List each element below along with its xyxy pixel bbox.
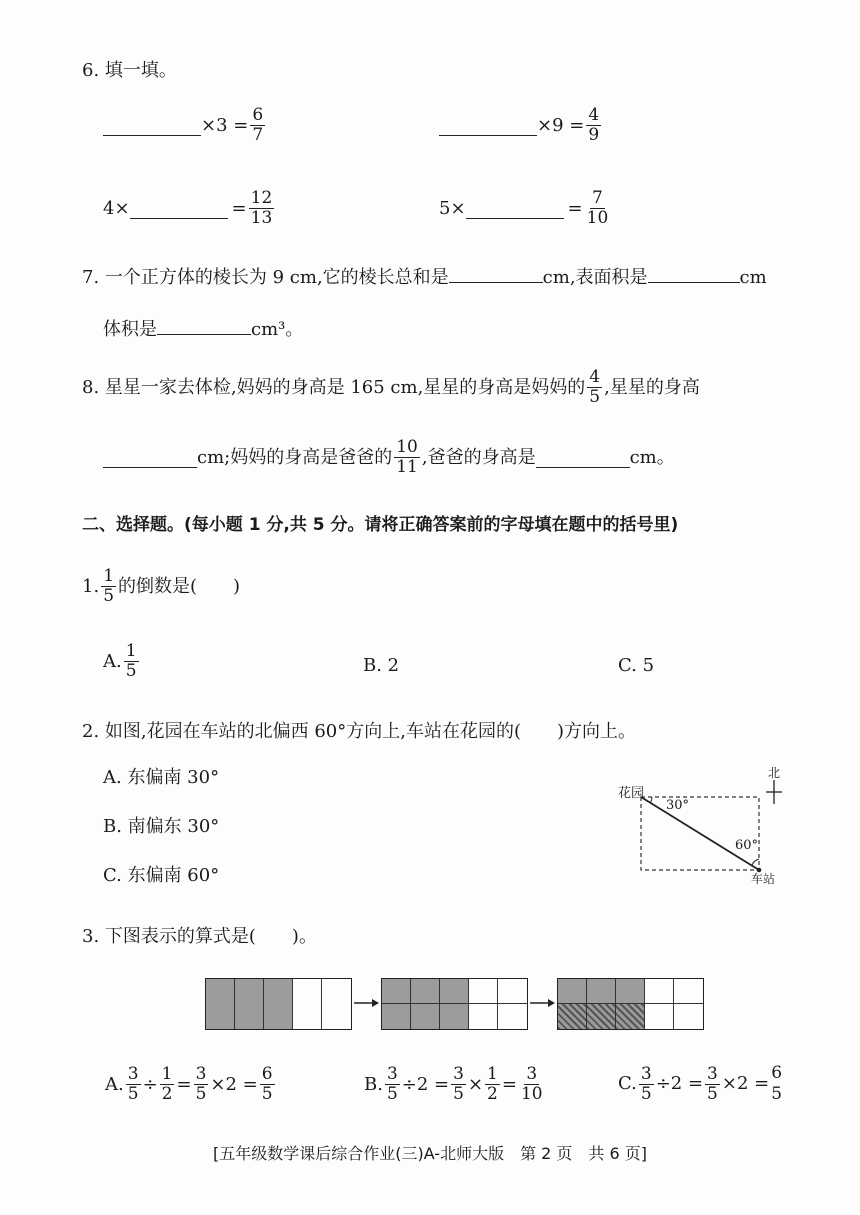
q6-equation-4 <box>439 189 612 228</box>
grid-cell <box>645 1004 674 1029</box>
operator: ×2 = <box>210 1073 258 1095</box>
operator: 5× <box>439 197 466 219</box>
grid-cell <box>498 1004 527 1029</box>
answer-blank[interactable] <box>103 447 197 468</box>
q6-equation-2 <box>439 106 603 145</box>
fraction: $\frac{1}{5}$ <box>125 641 137 681</box>
operator: ÷2 = <box>655 1073 704 1094</box>
operator: ÷2 = <box>401 1073 450 1095</box>
equals: = <box>231 197 247 219</box>
option-label: A. <box>105 1073 124 1095</box>
grid-cell <box>674 979 703 1004</box>
q7-line-1 <box>82 262 767 290</box>
grid-cell <box>382 1004 411 1029</box>
fraction: $\frac{3}{5}$ <box>640 1063 652 1104</box>
fraction-grid-1 <box>205 978 352 1030</box>
question-text: 的倒数是( ) <box>118 575 241 597</box>
grid-cell <box>206 979 235 1029</box>
grid-cell-hatched <box>616 1004 645 1029</box>
route-line <box>641 797 759 870</box>
fraction-grid-2 <box>381 978 528 1030</box>
choice-3-option-a[interactable] <box>105 1065 277 1104</box>
answer-blank[interactable] <box>648 262 740 283</box>
choice-1-question <box>82 567 240 606</box>
arrow-icon <box>352 996 380 1010</box>
fraction: $\frac{1}{5}$ <box>103 566 115 606</box>
angle-arc-60 <box>752 859 759 865</box>
q7-unit: cm³。 <box>251 319 304 340</box>
fraction: $\frac{3}{5}$ <box>453 1064 464 1104</box>
grid-cell <box>235 979 264 1029</box>
q8-line-2 <box>103 438 675 477</box>
grid-cell <box>645 979 674 1004</box>
answer-blank[interactable] <box>439 115 537 136</box>
operator: = <box>501 1073 517 1095</box>
choice-2-option-b[interactable]: B. 南偏东 30° <box>103 816 220 837</box>
fraction: $\frac{4}{5}$ <box>589 367 601 407</box>
choice-1-option-a[interactable] <box>103 642 141 681</box>
q6-title: 6. 填一填。 <box>82 60 177 81</box>
choice-2-option-a[interactable]: A. 东偏南 30° <box>103 767 220 788</box>
operator: ×9 = <box>537 114 585 136</box>
q7-text: 7. 一个正方体的棱长为 9 cm,它的棱长总和是 <box>82 267 449 288</box>
grid-cell <box>469 1004 498 1029</box>
choice-2-question: 2. 如图,花园在车站的北偏西 60°方向上,车站在花园的( )方向上。 <box>82 721 637 742</box>
page-footer: [五年级数学课后综合作业(三)A-北师大版 第 2 页 共 6 页] <box>212 1144 648 1163</box>
q8-text: ,星星的身高 <box>604 376 700 398</box>
fraction: $\frac{10}{11}$ <box>396 437 418 477</box>
choice-2-option-c[interactable]: C. 东偏南 60° <box>103 865 220 886</box>
grid-cell <box>616 979 645 1004</box>
fraction: $\frac{3}{10}$ <box>520 1064 543 1104</box>
fraction: $\frac{3}{5}$ <box>386 1064 398 1104</box>
fraction: $\frac{4}{9}$ <box>588 105 600 145</box>
angle-label-60: 60° <box>735 838 759 853</box>
grid-cell-hatched <box>587 1004 616 1029</box>
answer-blank[interactable] <box>103 115 201 136</box>
q7-line-2 <box>103 314 303 342</box>
fraction: $\frac{3}{5}$ <box>195 1064 207 1104</box>
grid-cell <box>587 979 616 1004</box>
answer-blank[interactable] <box>130 198 228 219</box>
grid-cell <box>411 979 440 1004</box>
option-label: B. <box>364 1073 383 1095</box>
q6-equation-3 <box>103 189 276 228</box>
option-label: A. <box>103 650 122 672</box>
grid-cell <box>674 1004 703 1029</box>
q6-equation-1 <box>103 106 267 145</box>
q8-line-1 <box>82 368 700 407</box>
grid-cell-hatched <box>558 1004 587 1029</box>
operator: ×2 = <box>721 1073 770 1094</box>
choice-3-option-c[interactable] <box>618 1063 782 1105</box>
fraction-grid-3 <box>557 978 704 1030</box>
grid-cell <box>293 979 322 1029</box>
q8-text: ,爸爸的身高是 <box>421 446 536 468</box>
answer-blank[interactable] <box>157 314 251 335</box>
north-label: 北 <box>768 766 781 780</box>
fraction: $\frac{7}{10}$ <box>586 188 609 228</box>
grid-cell <box>469 979 498 1004</box>
q8-text: 8. 星星一家去体检,妈妈的身高是 165 cm,星星的身高是妈妈的 <box>82 376 586 398</box>
arrow-icon <box>528 996 556 1010</box>
grid-cell <box>382 979 411 1004</box>
q8-unit: cm。 <box>629 446 675 468</box>
operator: ÷ <box>142 1073 158 1095</box>
fraction: $\frac{3}{5}$ <box>707 1063 718 1104</box>
q8-text: cm;妈妈的身高是爸爸的 <box>197 446 393 468</box>
operator: = <box>176 1073 192 1095</box>
garden-label: 花园 <box>618 786 645 801</box>
grid-cell <box>411 1004 440 1029</box>
grid-cell <box>498 979 527 1004</box>
grid-cell <box>322 979 351 1029</box>
choice-1-option-b[interactable]: B. 2 <box>363 655 400 676</box>
fraction: $\frac{1}{2}$ <box>487 1064 498 1104</box>
answer-blank[interactable] <box>466 198 564 219</box>
q7-unit: cm <box>739 267 767 288</box>
fraction: $\frac{1}{2}$ <box>161 1064 173 1104</box>
grid-cell <box>440 979 469 1004</box>
section-2-title: 二、选择题。(每小题 1 分,共 5 分。请将正确答案前的字母填在题中的括号里) <box>82 515 679 535</box>
fraction: $\frac{6}{7}$ <box>252 105 264 145</box>
fraction-unruled: 6 5 <box>771 1063 783 1104</box>
grid-cell <box>440 1004 469 1029</box>
grid-cell <box>558 979 587 1004</box>
operator: 4× <box>103 197 130 219</box>
q7-text: cm,表面积是 <box>542 267 648 288</box>
fraction: $\frac{3}{5}$ <box>127 1064 139 1104</box>
choice-1-option-c[interactable]: C. 5 <box>618 655 655 676</box>
answer-blank[interactable] <box>536 447 630 468</box>
operator: × <box>467 1073 484 1095</box>
choice-3-option-b[interactable] <box>364 1065 547 1104</box>
answer-blank[interactable] <box>449 262 543 283</box>
grid-cell <box>264 979 293 1029</box>
fraction: $\frac{6}{5}$ <box>261 1064 273 1104</box>
direction-diagram <box>612 762 787 887</box>
direction-diagram-svg <box>612 762 787 887</box>
option-label: C. <box>618 1073 637 1094</box>
station-label: 车站 <box>751 872 776 886</box>
choice-3-question: 3. 下图表示的算式是( )。 <box>82 926 317 947</box>
question-number: 1. <box>82 575 100 597</box>
angle-label-30: 30° <box>666 798 690 813</box>
fraction: $\frac{12}{13}$ <box>250 188 273 228</box>
equals: = <box>567 197 583 219</box>
q7-text: 体积是 <box>103 319 157 340</box>
angle-arc-30 <box>650 797 652 803</box>
operator: ×3 = <box>201 114 249 136</box>
